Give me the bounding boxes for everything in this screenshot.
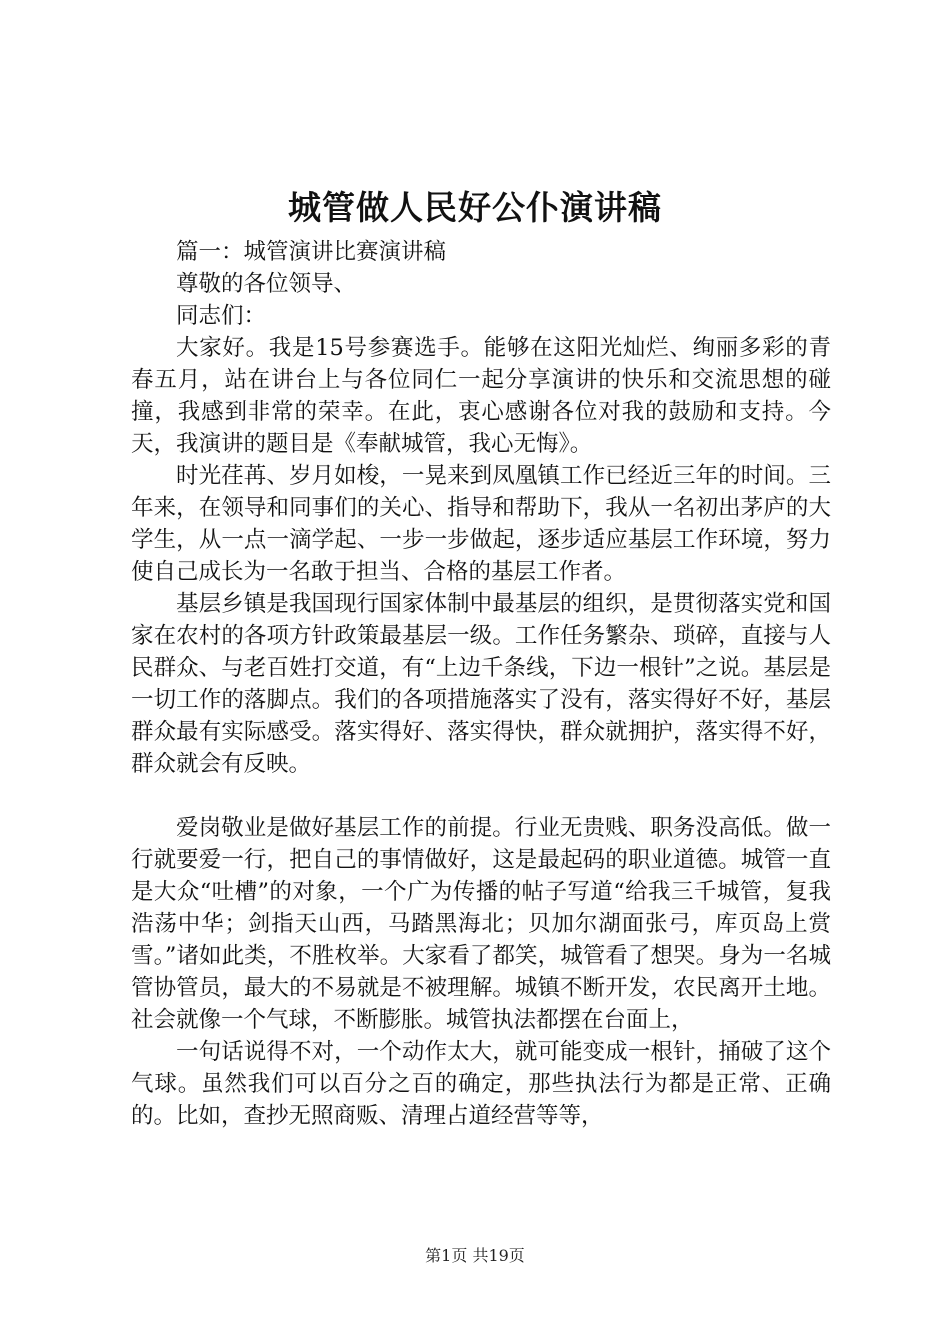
paragraph-intro: 大家好。我是15号参赛选手。能够在这阳光灿烂、绚丽多彩的青春五月，站在讲台上与各位同仁一起分享演讲的快乐和交流思想的碰撞，我感到非常的荣幸。在此，衷心感谢各位对我的鼓励和支持。今天，我演讲的题目是《奉献城管，我心无悔》。: [131, 335, 831, 457]
paragraph-grassroots: 基层乡镇是我国现行国家体制中最基层的组织，是贯彻落实党和国家在农村的各项方针政策最基层一级。工作任务繁杂、琐碎，直接与人民群众、与老百姓打交道，有“上边千条线，下边一根针”之说。基层是一切工作的落脚点。我们的各项措施落实了没有，落实得好不好，基层群众最有实际感受。落实得好、落实得快，群众就拥护，落实得不好，群众就会有反映。: [131, 591, 831, 777]
paragraph-balloon: 一句话说得不对，一个动作太大，就可能变成一根针，捅破了这个气球。虽然我们可以百分之百的确定，那些执法行为都是正常、正确的。比如，查抄无照商贩、清理占道经营等等，: [131, 1039, 831, 1129]
paragraph-spacer: [131, 780, 831, 812]
paragraph-salutation-2: 同志们：: [176, 303, 267, 329]
paragraph-section-heading: 篇一：城管演讲比赛演讲稿: [176, 239, 447, 265]
document-body: [131, 236, 831, 1132]
paragraph-dedication: 爱岗敬业是做好基层工作的前提。行业无贵贱、职务没高低。做一行就要爱一行，把自己的事情做好，这是最起码的职业道德。城管一直是大众“吐槽”的对象，一个广为传播的帖子写道“给我三千城管，复我浩荡中华；剑指天山西，马踏黑海北；贝加尔湖面张弓，库页岛上赏雪。”诸如此类，不胜枚举。大家看了都笑，城管看了想哭。身为一名城管协管员，最大的不易就是不被理解。城镇不断开发，农民离开土地。社会就像一个气球，不断膨胀。城管执法都摆在台面上，: [131, 815, 831, 1033]
page-footer: 第1页 共19页: [425, 1246, 525, 1265]
paragraph-salutation: 尊敬的各位领导、: [176, 271, 357, 297]
paragraph-time: 时光荏苒、岁月如梭，一晃来到凤凰镇工作已经近三年的时间。三年来，在领导和同事们的关心、指导和帮助下，我从一名初出茅庐的大学生，从一点一滴学起、一步一步做起，逐步适应基层工作环境，努力使自己成长为一名敢于担当、合格的基层工作者。: [131, 463, 831, 585]
document-title: 城管做人民好公仆演讲稿: [288, 188, 662, 227]
